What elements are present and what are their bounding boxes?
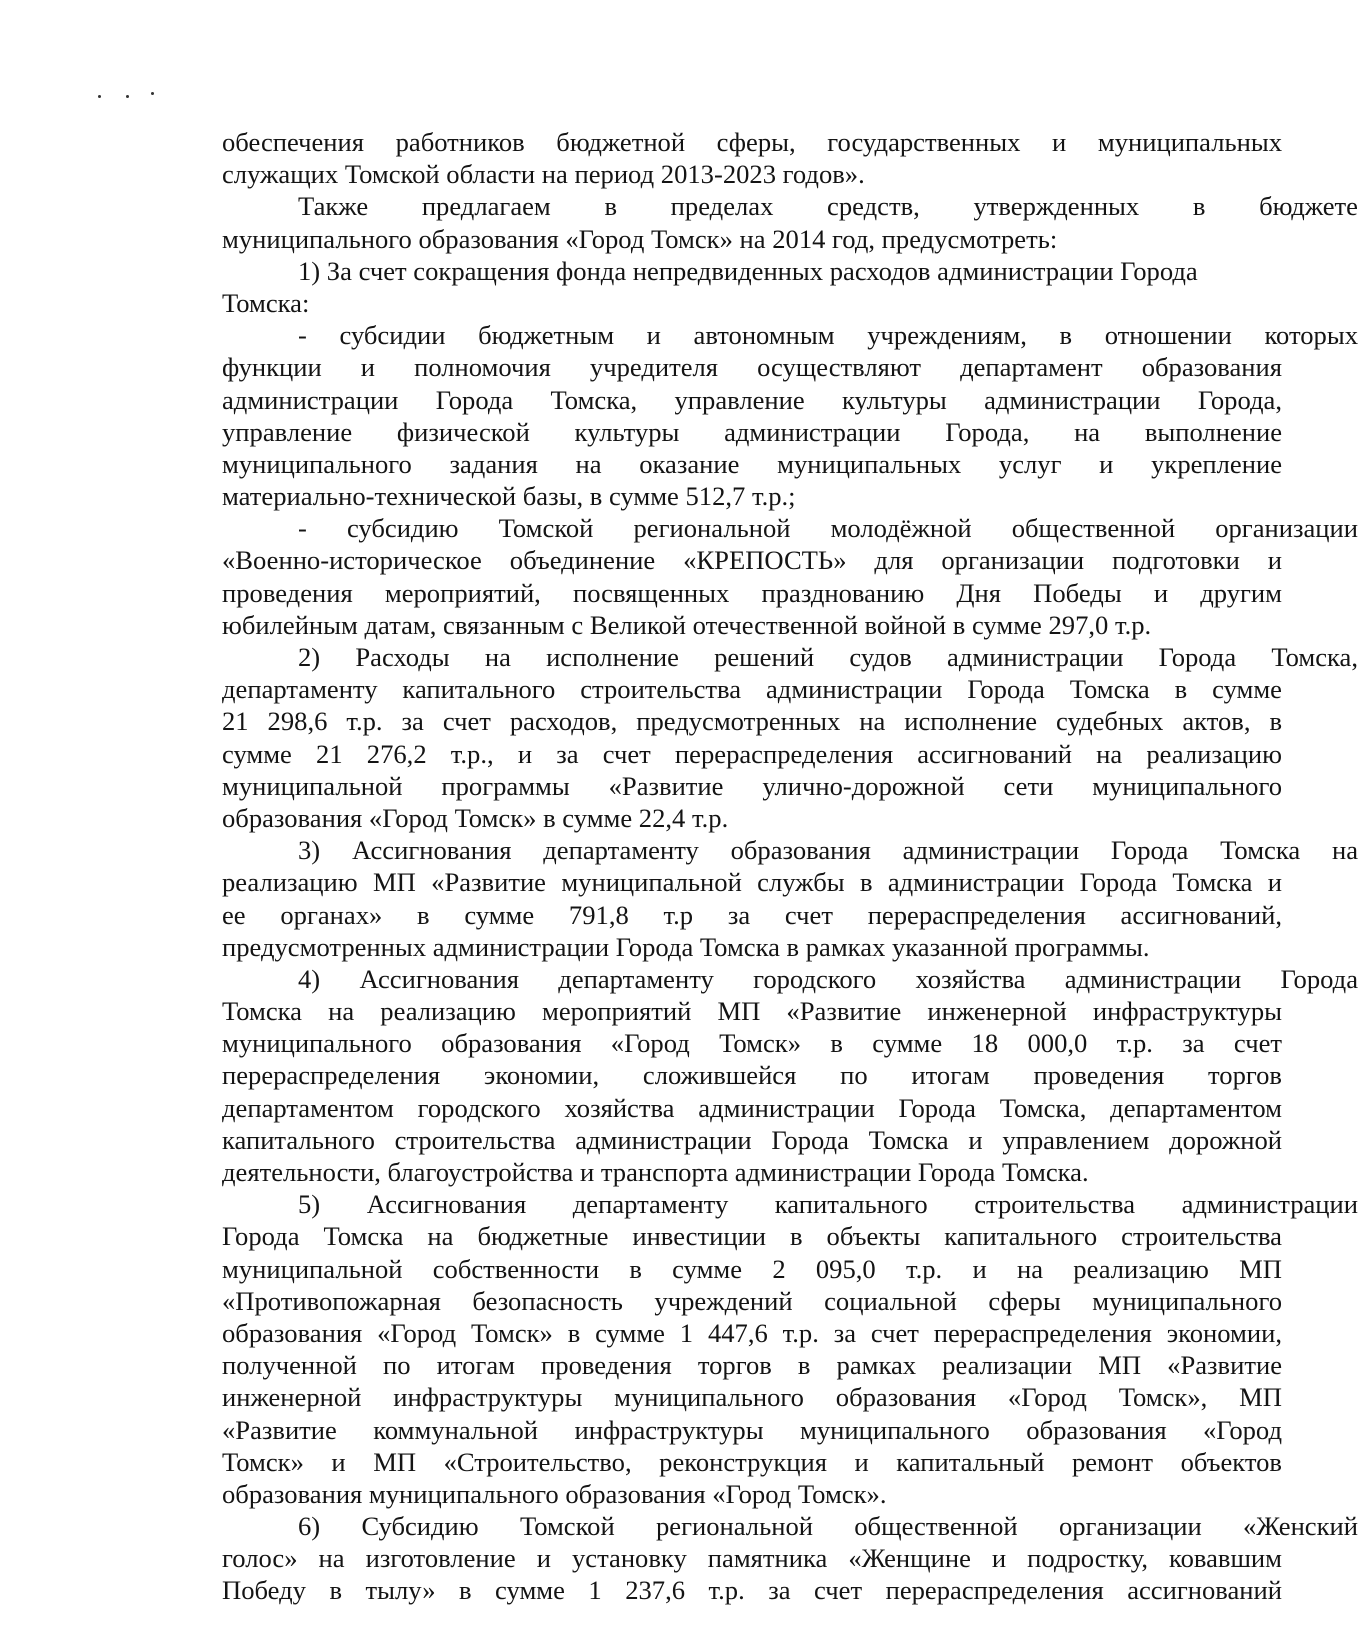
bullet-item: - субсидию Томской региональной молодёжной общественной организации [298,513,1358,544]
text-line: реализацию МП «Развитие муниципальной службы в администрации Города Томска и [222,867,1282,898]
text-line: предусмотренных администрации Города Томска в рамках указанной программы. [222,931,1150,962]
text-line: инженерной инфраструктуры муниципального образования «Город Томск», МП [222,1382,1282,1413]
text-line: образования «Город Томск» в сумме 22,4 т.р. [222,802,729,833]
text-line: обеспечения работников бюджетной сферы, государственных и муниципальных [222,127,1282,157]
text-line: Победу в тылу» в сумме 1 237,6 т.р. за счет перераспределения ассигнований [222,1575,1282,1606]
text-line: муниципальной собственности в сумме 2 095,0 т.р. и на реализацию МП [222,1253,1282,1284]
text-line: «Военно-историческое объединение «КРЕПОСТЬ» для организации подготовки и [222,545,1282,576]
text-line: 21 298,6 т.р. за счет расходов, предусмотренных на исполнение судебных актов, в [222,706,1282,737]
text-line: департаментом городского хозяйства администрации Города Томска, департаментом [222,1092,1282,1123]
list-item-3: 3) Ассигнования департаменту образования администрации Города Томска на [298,835,1358,866]
text-line: Томск» и МП «Строительство, реконструкция и капитальный ремонт объектов [222,1446,1282,1477]
text-line: департаменту капитального строительства администрации Города Томска в сумме [222,674,1282,705]
text-line: Города Томска на бюджетные инвестиции в объекты капитального строительства [222,1221,1282,1252]
list-item-5: 5) Ассигнования департаменту капитального строительства администрации [298,1189,1358,1220]
document-body [222,126,1358,1607]
text-line: капитального строительства администрации Города Томска и управлением дорожной [222,1124,1282,1155]
text-line: полученной по итогам проведения торгов в рамках реализации МП «Развитие [222,1350,1282,1381]
text-line: администрации Города Томска, управление культуры администрации Города, [222,384,1282,415]
list-item-1: 1) За счет сокращения фонда непредвиденных расходов администрации Города [298,255,1198,286]
text-line: функции и полномочия учредителя осуществляют департамент образования [222,352,1282,383]
text-line: перераспределения экономии, сложившейся по итогам проведения торгов [222,1060,1282,1091]
paragraph-first-line: Также предлагаем в пределах средств, утвержденных в бюджете [298,191,1358,222]
text-line: сумме 21 276,2 т.р., и за счет перераспределения ассигнований на реализацию [222,738,1282,769]
list-item-2: 2) Расходы на исполнение решений судов администрации Города Томска, [298,642,1358,672]
list-item-4: 4) Ассигнования департаменту городского хозяйства администрации Города [298,963,1358,994]
text-line: муниципального образования «Город Томск» на 2014 год, предусмотреть: [222,223,1058,254]
bullet-item: - субсидии бюджетным и автономным учреждениям, в отношении которых [298,320,1358,351]
text-line: образования муниципального образования «Город Томск». [222,1478,887,1509]
text-line: муниципального образования «Город Томск» в сумме 18 000,0 т.р. за счет [222,1028,1282,1059]
text-line: «Развитие коммунальной инфраструктуры муниципального образования «Город [222,1414,1282,1445]
text-line: образования «Город Томск» в сумме 1 447,6 т.р. за счет перераспределения экономии, [222,1317,1282,1348]
text-line: деятельности, благоустройства и транспорта администрации Города Томска. [222,1157,1089,1187]
text-line: голос» на изготовление и установку памятника «Женщине и подростку, ковавшим [222,1543,1282,1574]
list-item-6: 6) Субсидию Томской региональной общественной организации «Женский [298,1511,1358,1542]
text-line: муниципального задания на оказание муниципальных услуг и укрепление [222,448,1282,479]
text-line: материально-технической базы, в сумме 512,7 т.р.; [222,481,796,512]
text-line: служащих Томской области на период 2013-2023 годов». [222,159,865,190]
text-line: Томска на реализацию мероприятий МП «Развитие инженерной инфраструктуры [222,996,1282,1027]
text-line: Томска: [222,287,310,318]
text-line: муниципальной программы «Развитие улично-дорожной сети муниципального [222,770,1282,801]
text-line: проведения мероприятий, посвященных празднованию Дня Победы и другим [222,577,1282,608]
scan-artifact-marks [98,92,168,102]
text-line: «Противопожарная безопасность учреждений социальной сферы муниципального [222,1285,1282,1316]
scan-dot [98,95,101,98]
text-line: управление физической культуры администрации Города, на выполнение [222,416,1282,447]
scan-dot [151,92,154,95]
text-line: юбилейным датам, связанным с Великой отечественной войной в сумме 297,0 т.р. [222,609,1152,640]
scan-dot [126,95,129,98]
text-line: ее органах» в сумме 791,8 т.р за счет перераспределения ассигнований, [222,899,1282,930]
